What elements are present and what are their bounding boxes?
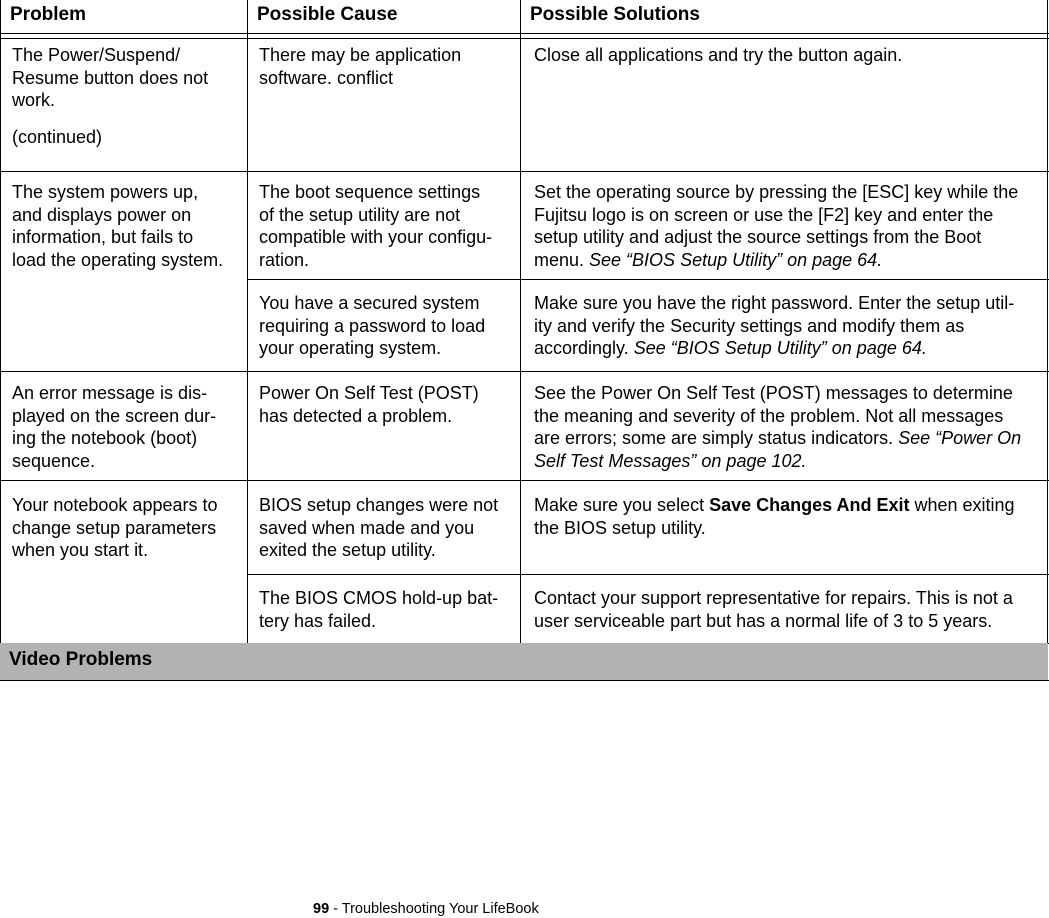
cause-secured-system [259,292,485,360]
text-line: the meaning and severity of the problem. Not all messages [534,405,1004,426]
text-line: The boot sequence settings [259,182,481,202]
text-line: information, but fails to [12,227,194,248]
sub-row-divider [248,574,1049,575]
text-line: saved when made and you [259,517,475,538]
text-line: and displays power on [12,204,192,225]
solution-save-changes [534,494,1015,539]
text-line: the BIOS setup utility. [534,517,706,538]
column-rule [247,0,248,643]
page-reference: See “Power On [898,428,1022,449]
problem-setup-parameters [12,494,218,562]
text-line: of the setup utility are not [259,204,461,225]
text-line: Resume button does not [12,67,209,88]
column-rule [0,0,1,681]
text-line: Close all applications and try the button again. [534,45,903,65]
text-line: work. [12,90,56,111]
text-line: tery has failed. [259,610,377,631]
header-possible-solutions: Possible Solutions [530,4,700,25]
text-line: setup utility and adjust the source settings from the Boot [534,227,982,248]
text-line: ity and verify the Security settings and modify them as [534,315,965,336]
text-line [534,337,1014,360]
text-line: requiring a password to load [259,315,486,336]
header-rule-top [0,33,1049,34]
cause-bios-changes-not-saved [259,494,498,562]
cause-application-conflict [259,44,461,89]
text-line: The BIOS CMOS hold-up bat- [259,588,499,608]
cause-boot-sequence [259,181,492,271]
text-line: software. conflict [259,67,394,88]
text-line: See the Power On Self Test (POST) messages to determine [534,383,1013,403]
page-reference: See “BIOS Setup Utility” on page 64. [589,249,883,270]
text-line: The system powers up, [12,182,199,202]
text-line [534,494,1015,517]
section-band [0,643,1048,680]
text-line: has detected a problem. [259,405,453,426]
text-line: The Power/Suspend/ [12,45,181,65]
text-line: Your notebook appears to [12,495,218,515]
text-line: There may be application [259,45,462,65]
column-rule [520,0,521,643]
text-line: user serviceable part but has a normal life of 3 to 5 years. [534,610,993,631]
text-line [534,249,1018,272]
text-run: menu. [534,249,590,270]
text-line [534,450,1021,473]
column-rule [1047,0,1048,681]
menu-option-name: Save Changes And Exit [709,495,910,515]
text-line: exited the setup utility. [259,540,436,561]
text-line: You have a secured system [259,293,480,313]
page-reference: Self Test Messages” on page 102. [534,450,807,471]
text-line: Make sure you have the right password. Enter the setup util- [534,293,1015,313]
text-line: your operating system. [259,338,442,359]
page-footer [313,900,539,918]
row-divider [0,371,1049,372]
text-line: Contact your support representative for repairs. This is not a [534,588,1013,608]
text-run: accordingly. [534,338,634,359]
footer-title: Troubleshooting Your LifeBook [341,901,539,917]
problem-error-message [12,382,216,472]
text-line: sequence. [12,450,96,471]
header-possible-cause: Possible Cause [257,4,398,25]
header-problem: Problem [10,4,87,25]
row-divider [0,171,1049,172]
solution-contact-support [534,587,1013,632]
text-line [534,427,1021,450]
continued-note: (continued) [12,126,103,147]
text-line: Set the operating source by pressing the [ESC] key while the [534,182,1019,202]
text-run: are errors; some are simply status indicators. [534,428,899,449]
header-rule-bottom [0,38,1049,39]
solution-check-password [534,292,1014,360]
solution-post-messages [534,382,1021,472]
text-line: change setup parameters [12,517,217,538]
cause-post-problem [259,382,479,427]
footer-separator: - [329,901,342,917]
row-divider [0,480,1049,481]
text-line: ing the notebook (boot) [12,428,198,449]
section-title-video-problems: Video Problems [9,649,153,670]
problem-power-button [12,44,208,148]
text-line: compatible with your configu- [259,227,493,248]
text-line: played on the screen dur- [12,405,217,426]
sub-row-divider [248,279,1049,280]
text-line: when you start it. [12,540,149,561]
text-line: load the operating system. [12,249,224,270]
page-number: 99 [313,901,330,917]
text-run: Make sure you select [534,495,710,515]
cause-cmos-battery [259,587,498,632]
text-line: An error message is dis- [12,383,208,403]
text-line: BIOS setup changes were not [259,495,499,515]
table-bottom-rule [0,680,1049,681]
page-reference: See “BIOS Setup Utility” on page 64. [633,338,927,359]
text-line: Power On Self Test (POST) [259,383,479,403]
solution-set-operating-source [534,181,1018,271]
problem-fails-to-load-os [12,181,223,271]
text-line: ration. [259,249,310,270]
text-run: when exiting [909,495,1015,515]
text-line: Fujitsu logo is on screen or use the [F2] key and enter the [534,204,994,225]
solution-close-applications [534,44,902,67]
